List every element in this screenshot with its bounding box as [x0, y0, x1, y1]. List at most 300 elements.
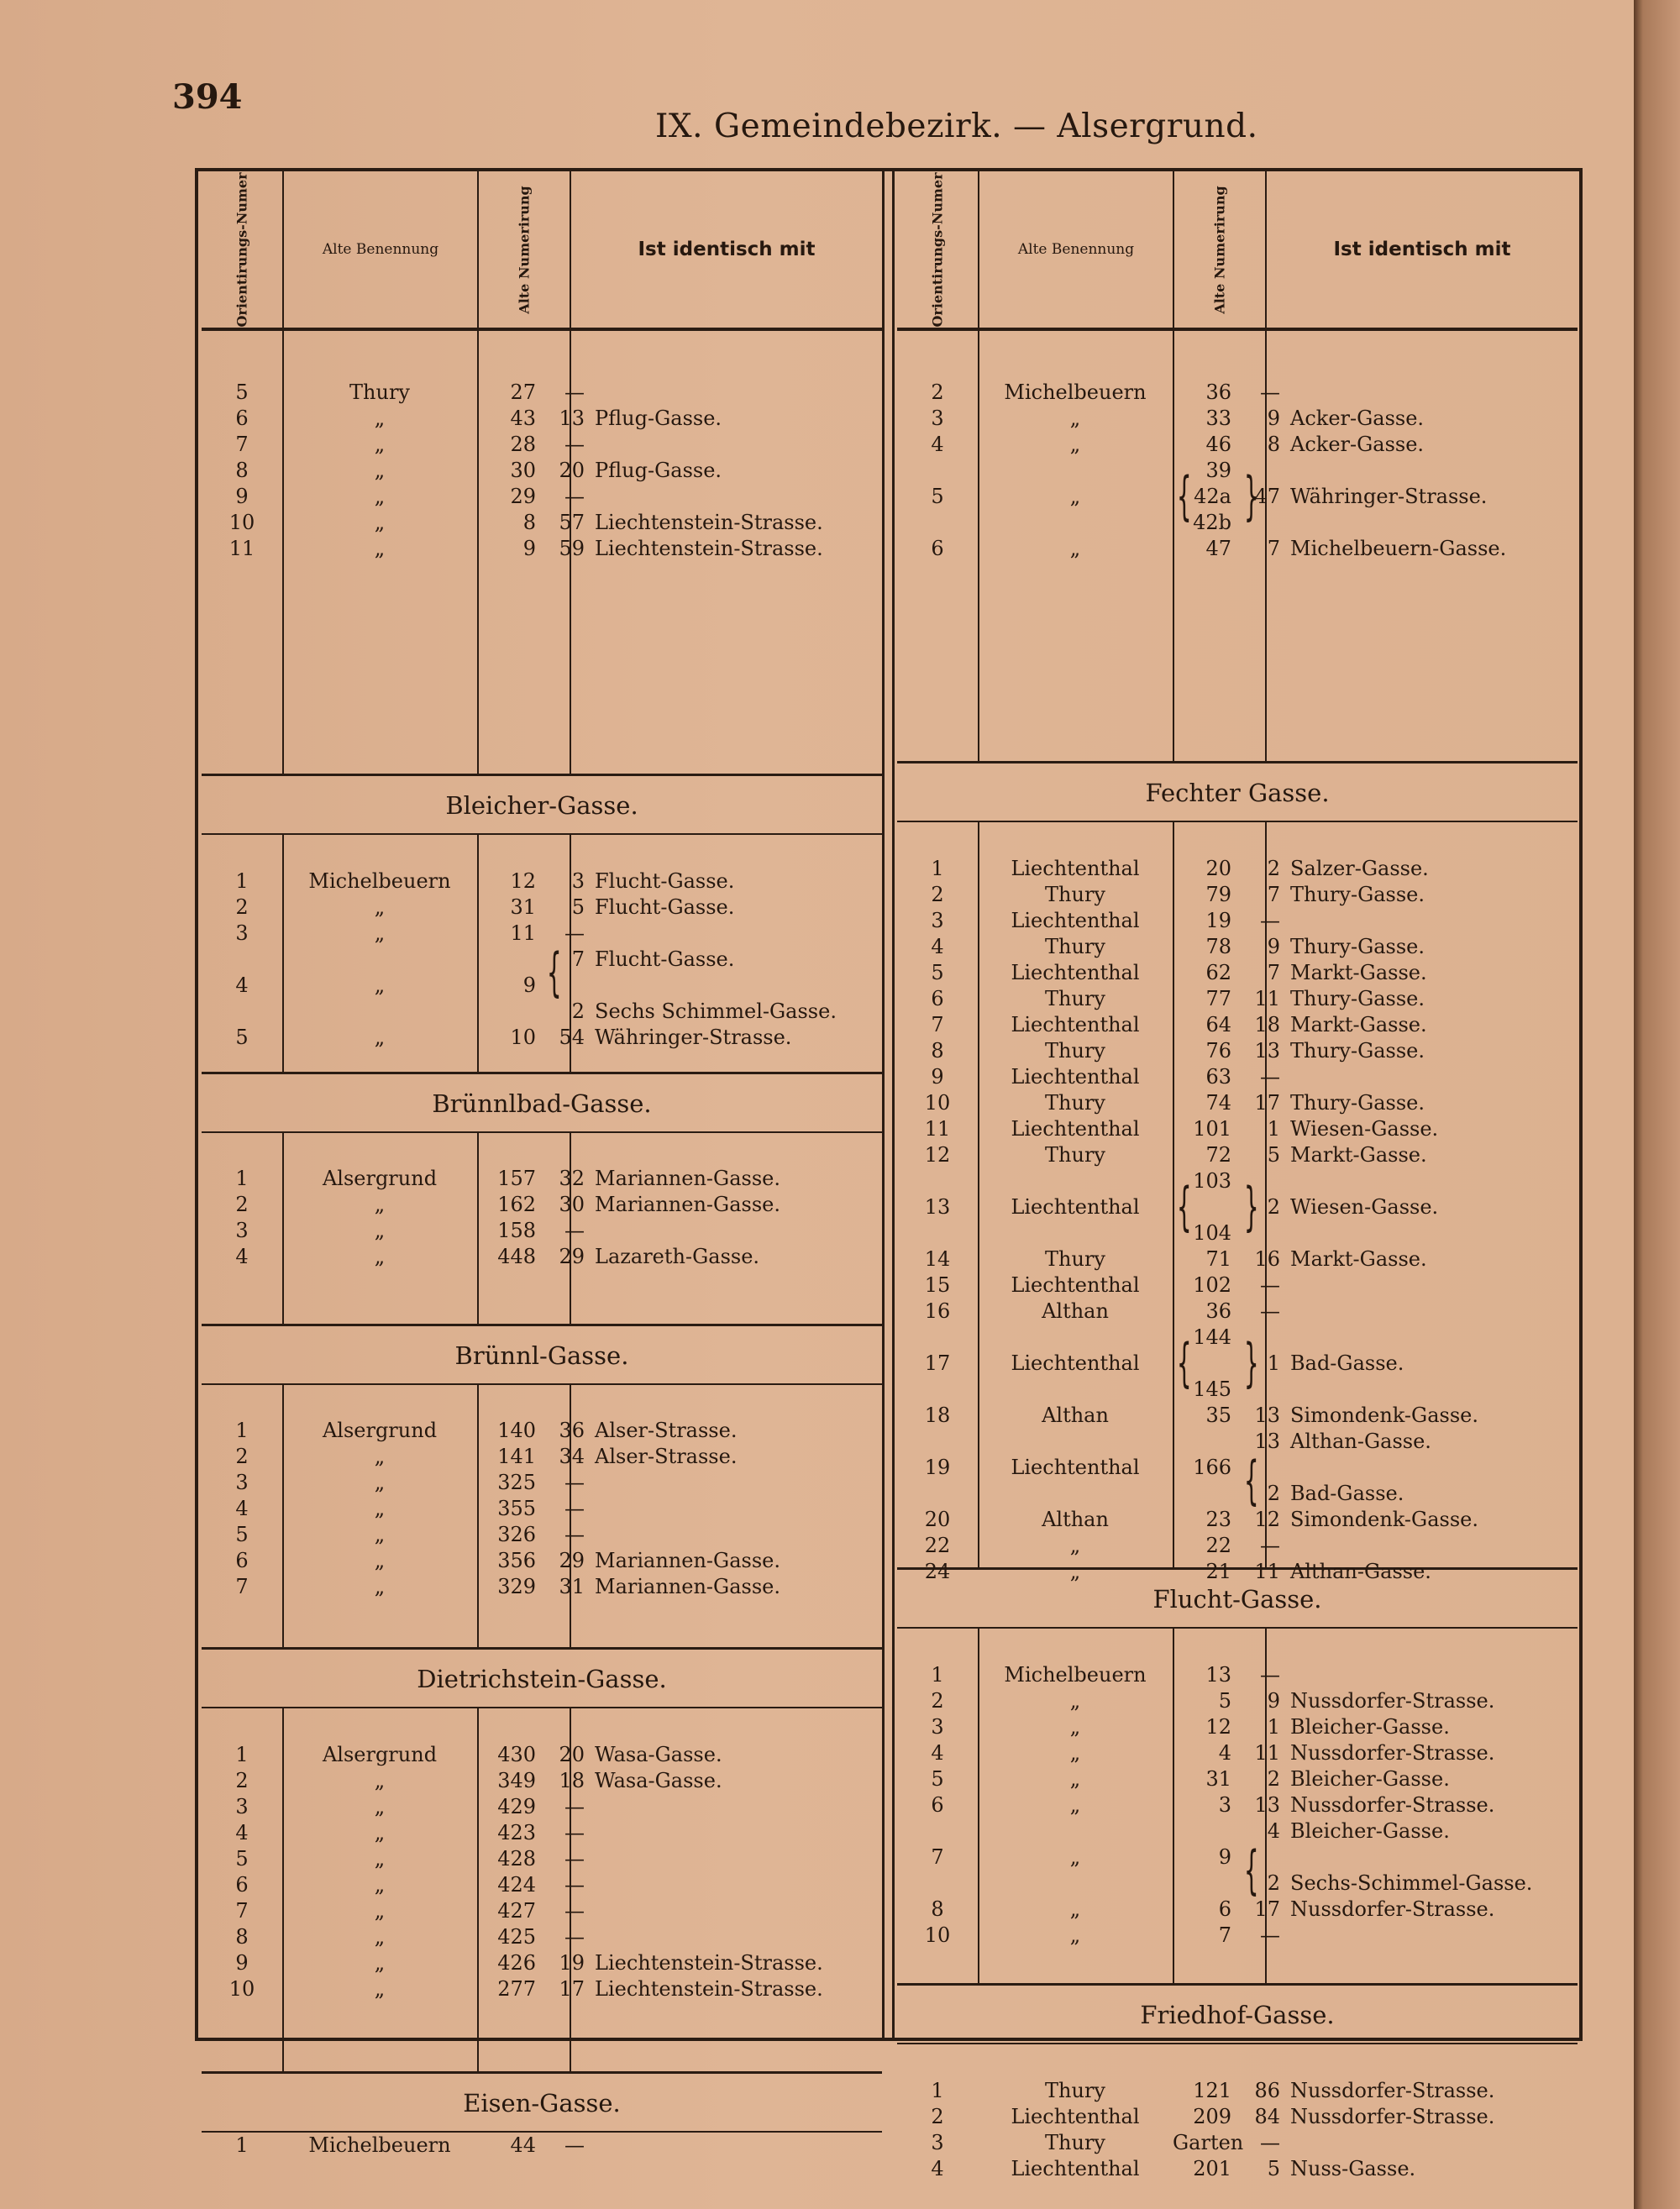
neue-nummer: 13 — [1254, 1404, 1280, 1427]
neue-nummer: 57 — [559, 511, 585, 534]
table-row — [897, 934, 1578, 960]
table-row — [897, 1740, 1578, 1766]
orientirungs-nr: 2 — [931, 1689, 944, 1713]
alte-numerirung: Garten — [1173, 2131, 1244, 2154]
alte-benennung: Thury — [1045, 2079, 1105, 2102]
alte-numerirung: 30 — [510, 459, 536, 482]
orientirungs-nr: 8 — [931, 1039, 944, 1063]
table-row — [202, 1794, 882, 1820]
neue-nummer: 13 — [1254, 1430, 1280, 1453]
orientirungs-nr: 5 — [931, 961, 944, 984]
identisch-strasse: Alser-Strasse. — [595, 1445, 738, 1468]
neue-nummer: — — [1260, 1923, 1280, 1947]
orientirungs-nr: 3 — [931, 407, 944, 430]
table-section — [202, 1074, 882, 1326]
header-alte-benennung: Alte Benennung — [978, 171, 1173, 328]
orientirungs-nr: 2 — [931, 2105, 944, 2128]
identisch-strasse: Bleicher-Gasse. — [1290, 1819, 1450, 1843]
identisch-strasse: Nussdorfer-Strasse. — [1290, 1689, 1495, 1713]
alte-numerirung: 166 — [1193, 1456, 1231, 1479]
alte-numerirung: 35 — [1205, 1404, 1231, 1427]
alte-numerirung: 47 — [1205, 537, 1231, 560]
table-row — [202, 380, 882, 406]
table-row — [897, 960, 1578, 986]
brace-glyph: { — [1176, 465, 1192, 527]
alte-benennung: Thury — [1045, 987, 1105, 1010]
neue-nummer: 5 — [1267, 1143, 1280, 1167]
table-row — [897, 1714, 1578, 1740]
alte-benennung: Liechtenthal — [1011, 1273, 1140, 1297]
alte-benennung: „ — [1069, 1767, 1081, 1791]
table-row — [202, 484, 882, 510]
neue-nummer: 18 — [559, 1769, 585, 1792]
alte-benennung: Althan — [1042, 1299, 1109, 1323]
alte-benennung: „ — [374, 921, 386, 945]
neue-nummer: 17 — [1254, 1897, 1280, 1921]
table-row — [897, 1272, 1578, 1299]
neue-nummer: 2 — [1267, 1767, 1280, 1791]
identisch-strasse: Sechs Schimmel-Gasse. — [595, 1000, 837, 1023]
neue-nummer: 84 — [1254, 2105, 1280, 2128]
header-orientirungs-numer: Orientirungs-Numer — [234, 171, 250, 328]
table-row — [897, 1116, 1578, 1142]
identisch-strasse: Flucht-Gasse. — [595, 895, 735, 919]
table-row — [897, 1507, 1578, 1533]
neue-nummer: 7 — [571, 947, 585, 971]
alte-numerirung: 9 — [1218, 1845, 1231, 1869]
table-row — [897, 1897, 1578, 1923]
alte-numerirung: 7 — [1218, 1923, 1231, 1947]
identisch-strasse: Thury-Gasse. — [1290, 883, 1425, 906]
table-row — [897, 2130, 1578, 2156]
alte-numerirung: 79 — [1205, 883, 1231, 906]
identisch-strasse: Alser-Strasse. — [595, 1419, 738, 1442]
neue-nummer: — — [1260, 1065, 1280, 1089]
identisch-strasse: Althan-Gasse. — [1290, 1560, 1431, 1583]
alte-benennung: „ — [374, 485, 386, 508]
orientirungs-nr: 5 — [235, 1523, 249, 1546]
table-frame — [195, 168, 1583, 2180]
orientirungs-nr: 8 — [235, 459, 249, 482]
table-row — [897, 1871, 1578, 1897]
section-title: Brünnl-Gasse. — [202, 1326, 882, 1385]
alte-benennung: Thury — [1045, 2131, 1105, 2154]
table-row — [202, 1496, 882, 1522]
alte-benennung: Althan — [1042, 1508, 1109, 1531]
table-row — [897, 882, 1578, 908]
table-section — [897, 331, 1578, 763]
orientirungs-nr: 11 — [924, 1117, 951, 1141]
alte-benennung: Michelbeuern — [308, 869, 451, 893]
neue-nummer: — — [564, 1899, 585, 1923]
alte-numerirung: 6 — [1218, 1897, 1231, 1921]
neue-nummer: 7 — [1267, 883, 1280, 906]
alte-numerirung: 43 — [510, 407, 536, 430]
identisch-strasse: Liechtenstein-Strasse. — [595, 537, 823, 560]
identisch-strasse: Lazareth-Gasse. — [595, 1245, 760, 1268]
alte-benennung: Liechtenthal — [1011, 1065, 1140, 1089]
identisch-strasse: Thury-Gasse. — [1290, 935, 1425, 958]
alte-numerirung: 349 — [497, 1769, 536, 1792]
left-column — [202, 171, 882, 2157]
alte-numerirung: 33 — [1205, 407, 1231, 430]
alte-numerirung: 426 — [497, 1951, 536, 1975]
table-row — [897, 1662, 1578, 1688]
alte-benennung: „ — [374, 895, 386, 919]
page-edge — [1634, 0, 1680, 2209]
orientirungs-nr: 7 — [931, 1013, 944, 1036]
orientirungs-nr: 12 — [924, 1143, 951, 1167]
neue-nummer: 9 — [1267, 407, 1280, 430]
identisch-strasse: Thury-Gasse. — [1290, 987, 1425, 1010]
neue-nummer: 3 — [571, 869, 585, 893]
identisch-strasse: Acker-Gasse. — [1290, 433, 1425, 456]
table-row — [897, 1688, 1578, 1714]
table-row — [202, 895, 882, 921]
neue-nummer: — — [564, 1523, 585, 1546]
neue-nummer: — — [1260, 909, 1280, 932]
table-row — [202, 999, 882, 1025]
neue-nummer: 31 — [559, 1575, 585, 1598]
neue-nummer: 17 — [1254, 1091, 1280, 1115]
table-row — [202, 1025, 882, 1051]
neue-nummer: — — [564, 1847, 585, 1871]
alte-numerirung: 4 — [1218, 1741, 1231, 1765]
alte-benennung: Liechtenthal — [1011, 857, 1140, 880]
alte-numerirung: 430 — [497, 1743, 536, 1766]
orientirungs-nr: 5 — [235, 380, 249, 404]
table-row — [897, 1792, 1578, 1818]
orientirungs-nr: 4 — [931, 2157, 944, 2180]
alte-benennung: Alsergrund — [322, 1743, 438, 1766]
neue-nummer: 54 — [559, 1026, 585, 1049]
alte-benennung: „ — [1069, 1534, 1081, 1557]
alte-numerirung: 102 — [1193, 1273, 1231, 1297]
alte-benennung: „ — [1069, 433, 1081, 456]
identisch-strasse: Liechtenstein-Strasse. — [595, 511, 823, 534]
alte-numerirung: 355 — [497, 1497, 536, 1520]
alte-benennung: Michelbeuern — [1004, 1663, 1147, 1687]
brace-glyph: } — [1243, 1176, 1259, 1237]
table-row — [202, 1846, 882, 1872]
alte-benennung: „ — [374, 407, 386, 430]
table-row — [202, 2133, 882, 2159]
orientirungs-nr: 3 — [931, 2131, 944, 2154]
alte-benennung: „ — [374, 1769, 386, 1792]
neue-nummer: — — [564, 1873, 585, 1897]
table-row — [202, 1950, 882, 1976]
neue-nummer: 29 — [559, 1549, 585, 1572]
alte-benennung: Liechtenthal — [1011, 1117, 1140, 1141]
table-row — [897, 1038, 1578, 1064]
table-row — [897, 1220, 1578, 1246]
table-row — [897, 1818, 1578, 1844]
orientirungs-nr: 7 — [931, 1845, 944, 1869]
identisch-strasse: Nussdorfer-Strasse. — [1290, 2105, 1495, 2128]
alte-numerirung: 46 — [1205, 433, 1231, 456]
table-row — [897, 1012, 1578, 1038]
alte-numerirung: 78 — [1205, 935, 1231, 958]
table-row — [897, 1142, 1578, 1168]
identisch-strasse: Flucht-Gasse. — [595, 947, 735, 971]
table-section — [897, 1986, 1578, 2180]
neue-nummer: — — [564, 1219, 585, 1242]
alte-benennung: Liechtenthal — [1011, 1195, 1140, 1219]
table-row — [202, 868, 882, 895]
neue-nummer: 59 — [559, 537, 585, 560]
table-row — [202, 1166, 882, 1192]
table-section — [897, 763, 1578, 1583]
header-orientirungs-numer: Orientirungs-Numer — [929, 171, 946, 328]
orientirungs-nr: 1 — [235, 869, 249, 893]
table-row — [897, 1403, 1578, 1429]
neue-nummer: 36 — [559, 1419, 585, 1442]
alte-numerirung: 77 — [1205, 987, 1231, 1010]
neue-nummer: — — [564, 1497, 585, 1520]
neue-nummer: — — [1260, 2131, 1280, 2154]
alte-benennung: „ — [374, 1219, 386, 1242]
neue-nummer: — — [564, 1925, 585, 1949]
alte-benennung: „ — [374, 511, 386, 534]
alte-numerirung: 74 — [1205, 1091, 1231, 1115]
table-row — [897, 1481, 1578, 1507]
table-row — [897, 1455, 1578, 1481]
identisch-strasse: Acker-Gasse. — [1290, 407, 1425, 430]
identisch-strasse: Simondenk-Gasse. — [1290, 1508, 1478, 1531]
identisch-strasse: Wasa-Gasse. — [595, 1769, 722, 1792]
alte-benennung: „ — [374, 1951, 386, 1975]
table-section — [202, 1650, 882, 2074]
identisch-strasse: Mariannen-Gasse. — [595, 1575, 780, 1598]
neue-nummer: 1 — [1267, 1117, 1280, 1141]
alte-benennung: „ — [1069, 1845, 1081, 1869]
alte-numerirung: 162 — [497, 1193, 536, 1216]
alte-numerirung: 19 — [1205, 909, 1231, 932]
table-row — [897, 432, 1578, 458]
table-row — [897, 536, 1578, 562]
table-row — [202, 973, 882, 999]
orientirungs-nr: 1 — [235, 1743, 249, 1766]
alte-benennung: Liechtenthal — [1011, 909, 1140, 932]
orientirungs-nr: 2 — [931, 380, 944, 404]
orientirungs-nr: 2 — [235, 1769, 249, 1792]
alte-numerirung: 277 — [497, 1977, 536, 2001]
alte-numerirung: 158 — [497, 1219, 536, 1242]
alte-benennung: Thury — [1045, 883, 1105, 906]
neue-nummer: 32 — [559, 1167, 585, 1190]
alte-numerirung: 8 — [522, 511, 536, 534]
neue-nummer: 13 — [1254, 1039, 1280, 1063]
orientirungs-nr: 6 — [931, 537, 944, 560]
alte-benennung: „ — [374, 433, 386, 456]
orientirungs-nr: 18 — [924, 1404, 951, 1427]
neue-nummer: — — [564, 433, 585, 456]
neue-nummer: 2 — [1267, 1871, 1280, 1895]
alte-numerirung: 101 — [1193, 1117, 1231, 1141]
alte-benennung: „ — [374, 1471, 386, 1494]
alte-numerirung: 209 — [1193, 2105, 1231, 2128]
neue-nummer: 30 — [559, 1193, 585, 1216]
orientirungs-nr: 8 — [235, 1925, 249, 1949]
orientirungs-nr: 10 — [924, 1091, 951, 1115]
alte-numerirung: 11 — [510, 921, 536, 945]
alte-benennung: „ — [374, 1445, 386, 1468]
alte-numerirung: 429 — [497, 1795, 536, 1818]
section-title: Eisen-Gasse. — [202, 2074, 882, 2133]
alte-benennung: „ — [374, 1925, 386, 1949]
neue-nummer: — — [564, 1821, 585, 1844]
neue-nummer: 5 — [1267, 2157, 1280, 2180]
identisch-strasse: Flucht-Gasse. — [595, 869, 735, 893]
neue-nummer: — — [1260, 1663, 1280, 1687]
orientirungs-nr: 14 — [924, 1247, 951, 1271]
alte-benennung: Thury — [349, 380, 410, 404]
neue-nummer: 1 — [1267, 1715, 1280, 1739]
orientirungs-nr: 8 — [931, 1897, 944, 1921]
neue-nummer: 1 — [1267, 1351, 1280, 1375]
neue-nummer: 9 — [1267, 1689, 1280, 1713]
neue-nummer: 2 — [1267, 857, 1280, 880]
neue-nummer: 2 — [1267, 1195, 1280, 1219]
alte-benennung: Thury — [1045, 1143, 1105, 1167]
alte-benennung: „ — [374, 1575, 386, 1598]
alte-benennung: „ — [374, 1245, 386, 1268]
table-row — [897, 458, 1578, 484]
table-row — [897, 484, 1578, 510]
alte-benennung: „ — [374, 1193, 386, 1216]
alte-benennung: Liechtenthal — [1011, 1013, 1140, 1036]
header-ist-identisch-mit: Ist identisch mit — [1265, 171, 1578, 328]
page-heading: IX. Gemeindebezirk. — Alsergrund. — [655, 108, 1258, 145]
table-row — [202, 510, 882, 536]
table-row — [202, 406, 882, 432]
table-row — [897, 1194, 1578, 1220]
neue-nummer: 20 — [559, 459, 585, 482]
table-row — [202, 1872, 882, 1898]
alte-benennung: „ — [374, 1026, 386, 1049]
alte-benennung: „ — [1069, 1741, 1081, 1765]
orientirungs-nr: 1 — [931, 2079, 944, 2102]
orientirungs-nr: 9 — [235, 485, 249, 508]
orientirungs-nr: 6 — [931, 987, 944, 1010]
alte-numerirung: 145 — [1193, 1377, 1231, 1401]
table-row — [897, 1325, 1578, 1351]
alte-numerirung: 12 — [510, 869, 536, 893]
orientirungs-nr: 5 — [931, 485, 944, 508]
orientirungs-nr: 3 — [235, 921, 249, 945]
identisch-strasse: Bleicher-Gasse. — [1290, 1715, 1450, 1739]
alte-benennung: „ — [1069, 1715, 1081, 1739]
identisch-strasse: Sechs-Schimmel-Gasse. — [1290, 1871, 1533, 1895]
table-row — [202, 1574, 882, 1600]
neue-nummer: 11 — [1254, 1741, 1280, 1765]
identisch-strasse: Bleicher-Gasse. — [1290, 1767, 1450, 1791]
alte-numerirung: 36 — [1205, 1299, 1231, 1323]
neue-nummer: — — [564, 380, 585, 404]
table-row — [202, 1976, 882, 2002]
brace-glyph: { — [1243, 1449, 1259, 1511]
neue-nummer: 12 — [1254, 1508, 1280, 1531]
identisch-strasse: Bad-Gasse. — [1290, 1351, 1404, 1375]
alte-numerirung: 157 — [497, 1167, 536, 1190]
neue-nummer: 13 — [559, 407, 585, 430]
identisch-strasse: Währinger-Strasse. — [1290, 485, 1488, 508]
identisch-strasse: Liechtenstein-Strasse. — [595, 1951, 823, 1975]
alte-numerirung: 36 — [1205, 380, 1231, 404]
alte-benennung: „ — [1069, 1923, 1081, 1947]
alte-benennung: „ — [374, 1795, 386, 1818]
identisch-strasse: Thury-Gasse. — [1290, 1039, 1425, 1063]
alte-numerirung: 141 — [497, 1445, 536, 1468]
alte-numerirung: 21 — [1205, 1560, 1231, 1583]
alte-numerirung: 62 — [1205, 961, 1231, 984]
orientirungs-nr: 5 — [931, 1767, 944, 1791]
alte-numerirung: 29 — [510, 485, 536, 508]
table-row — [202, 1768, 882, 1794]
orientirungs-nr: 11 — [228, 537, 255, 560]
alte-benennung: „ — [1069, 1793, 1081, 1817]
alte-numerirung: 42b — [1193, 511, 1231, 534]
neue-nummer: 2 — [1267, 1482, 1280, 1505]
alte-numerirung: 329 — [497, 1575, 536, 1598]
section-title: Fechter Gasse. — [897, 763, 1578, 822]
table-section — [202, 776, 882, 1074]
page-number: 394 — [172, 77, 243, 117]
table-row — [202, 1548, 882, 1574]
column-divider — [882, 171, 885, 2038]
neue-nummer: 13 — [1254, 1793, 1280, 1817]
neue-nummer: 9 — [1267, 935, 1280, 958]
orientirungs-nr: 17 — [924, 1351, 951, 1375]
alte-benennung: Liechtenthal — [1011, 2157, 1140, 2180]
table-row — [202, 1192, 882, 1218]
section-title: Friedhof-Gasse. — [897, 1986, 1578, 2044]
alte-numerirung: 39 — [1205, 459, 1231, 482]
orientirungs-nr: 6 — [235, 1873, 249, 1897]
identisch-strasse: Nussdorfer-Strasse. — [1290, 2079, 1495, 2102]
table-row — [897, 856, 1578, 882]
table-row — [897, 1064, 1578, 1090]
neue-nummer: 16 — [1254, 1247, 1280, 1271]
column-header — [202, 171, 882, 331]
alte-numerirung: 10 — [510, 1026, 536, 1049]
brace-glyph: { — [546, 941, 562, 1003]
alte-numerirung: 31 — [1205, 1767, 1231, 1791]
table-row — [202, 1418, 882, 1444]
neue-nummer: 34 — [559, 1445, 585, 1468]
orientirungs-nr: 4 — [235, 973, 249, 997]
alte-benennung: „ — [374, 1523, 386, 1546]
orientirungs-nr: 10 — [228, 511, 255, 534]
identisch-strasse: Währinger-Strasse. — [595, 1026, 792, 1049]
alte-benennung: „ — [374, 1497, 386, 1520]
column-header — [897, 171, 1578, 331]
brace-glyph: { — [1176, 1176, 1192, 1237]
alte-numerirung: 425 — [497, 1925, 536, 1949]
alte-numerirung: 12 — [1205, 1715, 1231, 1739]
column-divider — [892, 171, 895, 2038]
alte-benennung: „ — [374, 1977, 386, 2001]
table-row — [202, 1820, 882, 1846]
orientirungs-nr: 2 — [235, 895, 249, 919]
alte-numerirung: 44 — [510, 2133, 536, 2157]
identisch-strasse: Markt-Gasse. — [1290, 961, 1427, 984]
orientirungs-nr: 7 — [235, 1575, 249, 1598]
identisch-strasse: Markt-Gasse. — [1290, 1013, 1427, 1036]
alte-benennung: Michelbeuern — [1004, 380, 1147, 404]
table-section — [202, 1326, 882, 1650]
orientirungs-nr: 7 — [235, 433, 249, 456]
